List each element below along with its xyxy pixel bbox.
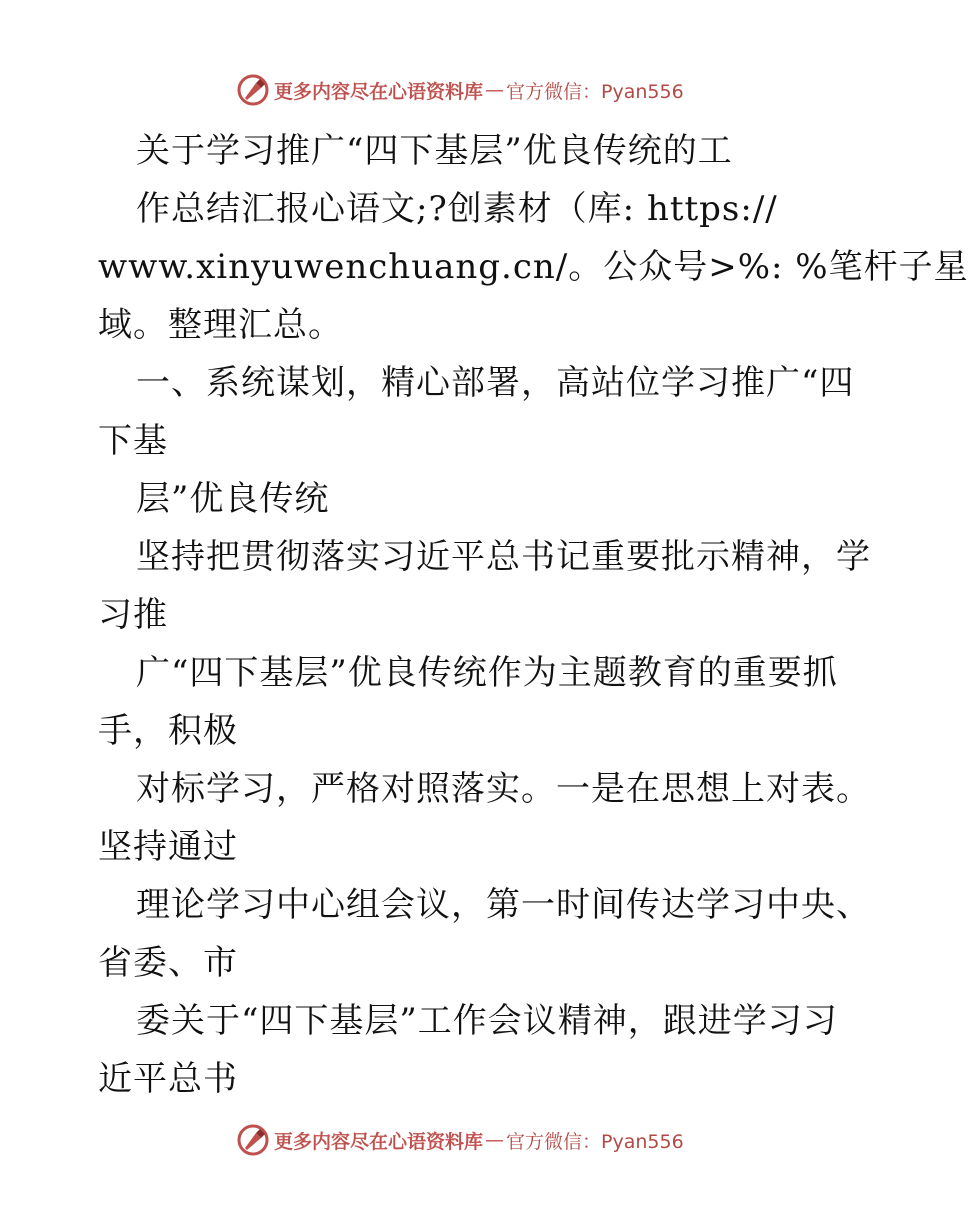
text-line: 下基 xyxy=(98,421,168,461)
text-line: 坚持通过 xyxy=(98,827,238,867)
text-line: 关于学习推广“四下基层”优良传统的工 xyxy=(136,131,733,171)
text-line: 习推 xyxy=(98,595,168,635)
text-line: 手，积极 xyxy=(98,711,238,751)
banner-brand-text: 更多内容尽在心语资料库 xyxy=(274,80,484,103)
text-line: 一、系统谋划，精心部署，高站位学习推广“四 xyxy=(136,363,855,403)
text-line: 理论学习中心组会议，第一时间传达学习中央、 xyxy=(136,885,871,925)
text-line: 近平总书 xyxy=(98,1059,238,1099)
banner-brand-text: 更多内容尽在心语资料库 xyxy=(274,1130,484,1153)
pen-nib-circle-icon xyxy=(236,1123,270,1157)
pen-nib-circle-icon xyxy=(236,73,270,107)
text-line: www.xinyuwenchuang.cn/。公众号>%: %笔杆子星 xyxy=(98,247,969,287)
text-line: 域。整理汇总。 xyxy=(98,305,343,345)
text-line: 层”优良传统 xyxy=(136,479,330,519)
banner-wechat-text: 官方微信：Pyan556 xyxy=(506,1130,684,1153)
header-banner xyxy=(236,72,684,108)
footer-banner xyxy=(236,1122,684,1158)
banner-dash: — xyxy=(485,79,505,101)
text-line: 广“四下基层”优良传统作为主题教育的重要抓 xyxy=(136,653,838,693)
text-line: 委关于“四下基层”工作会议精神，跟进学习习 xyxy=(136,1001,838,1041)
banner-dash: — xyxy=(485,1129,505,1151)
text-line: 作总结汇报心语文;?创素材（库: https:// xyxy=(136,189,778,229)
document-body xyxy=(98,122,969,1108)
text-line: 对标学习，严格对照落实。一是在思想上对表。 xyxy=(136,769,871,809)
banner-wechat-text: 官方微信：Pyan556 xyxy=(506,80,684,103)
text-line: 省委、市 xyxy=(98,943,238,983)
text-line: 坚持把贯彻落实习近平总书记重要批示精神，学 xyxy=(136,537,871,577)
